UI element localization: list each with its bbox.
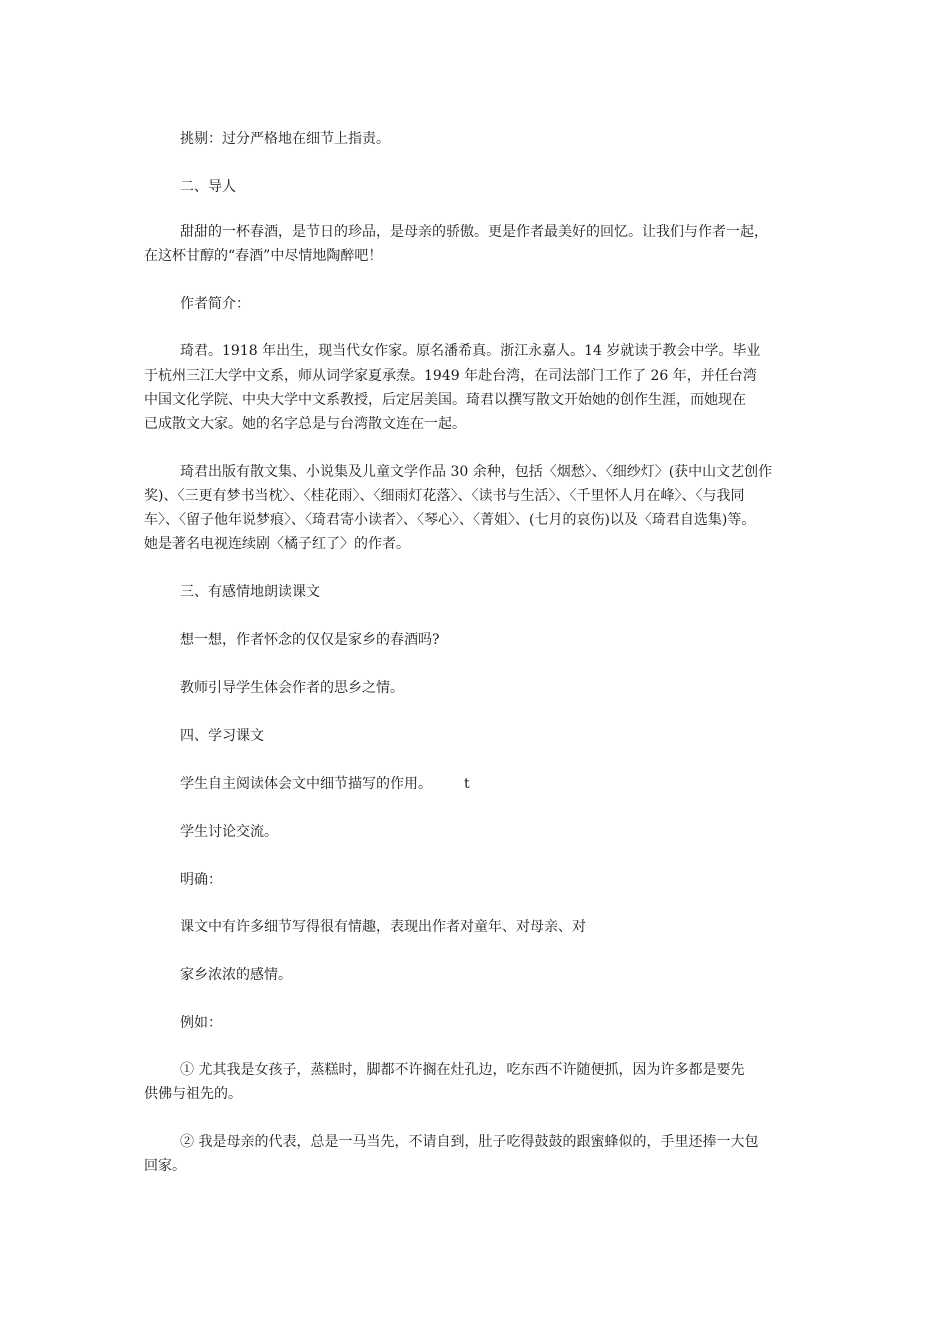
example-1-line-2: 供佛与祖先的。 (144, 1086, 242, 1102)
author-bio-line-2: 于杭州三江大学中文系，师从词学家夏承焘。1949 年赴台湾，在司法部门工作了 26 年，并任台湾 (144, 368, 757, 384)
works-list-line-1: 琦君出版有散文集、小说集及儿童文学作品 30 余种，包括〈烟愁〉、〈细纱灯〉(获中山文艺创作 (180, 464, 773, 480)
example-1-line-1: ① 尤其我是女孩子，蒸糕时，脚都不许搁在灶孔边，吃东西不许随便抓，因为许多都是要先 (180, 1062, 745, 1078)
self-reading-text: 学生自主阅读体会文中细节描写的作用。 (180, 776, 432, 792)
detail-paragraph: 课文中有许多细节写得很有情趣，表现出作者对童年、对母亲、对 (180, 919, 586, 935)
works-list-line-4: 她是著名电视连续剧〈橘子红了〉的作者。 (144, 536, 410, 552)
author-bio-line-4: 已成散文大家。她的名字总是与台湾散文连在一起。 (144, 416, 466, 432)
section-heading-2: 二、导人 (180, 179, 236, 195)
discussion-paragraph: 学生讨论交流。 (180, 824, 278, 840)
works-list-line-2: 奖)、〈三更有梦书当枕〉、〈桂花雨〉、〈细雨灯花落〉、〈读书与生活〉、〈千里怀人月在峰〉、〈与我同 (144, 488, 745, 504)
works-list-line-3: 车〉、〈留子他年说梦痕〉、〈琦君寄小读者〉、〈琴心〉、〈菁姐〉、(七月的哀伤)以及〈琦君自选集)等。 (144, 512, 756, 528)
clarify-label: 明确： (180, 872, 222, 888)
stray-mark: t (464, 776, 470, 792)
question-paragraph: 想一想，作者怀念的仅仅是家乡的春酒吗? (180, 632, 440, 648)
self-reading-paragraph (180, 771, 470, 798)
section-heading-3: 三、有感情地朗读课文 (180, 584, 320, 600)
example-2-line-1: ② 我是母亲的代表，总是一马当先，不请自到，肚子吃得鼓鼓的跟蜜蜂似的，手里还捧一大包 (180, 1134, 759, 1150)
example-2-line-2: 回家。 (144, 1158, 186, 1174)
detail-paragraph-cont: 家乡浓浓的感情。 (180, 967, 292, 983)
paragraph-intro-line-2: 在这杯甘醇的“春酒”中尽情地陶醉吧！ (144, 248, 383, 264)
teacher-guide-paragraph: 教师引导学生体会作者的思乡之情。 (180, 680, 404, 696)
author-bio-line-1: 琦君。1918 年出生，现当代女作家。原名潘希真。浙江永嘉人。14 岁就读于教会中学。毕业 (180, 343, 761, 359)
paragraph-definition: 挑剔：过分严格地在细节上指责。 (180, 131, 390, 147)
section-heading-4: 四、学习课文 (180, 728, 264, 744)
paragraph-intro-line-1: 甜甜的一杯春酒，是节日的珍品，是母亲的骄傲。更是作者最美好的回忆。让我们与作者一起， (180, 224, 768, 240)
author-bio-line-3: 中国文化学院、中央大学中文系教授，后定居美国。琦君以撰写散文开始她的创作生涯，而她现在 (144, 392, 746, 408)
author-intro-heading: 作者简介： (180, 296, 250, 312)
example-label: 例如： (180, 1015, 222, 1031)
